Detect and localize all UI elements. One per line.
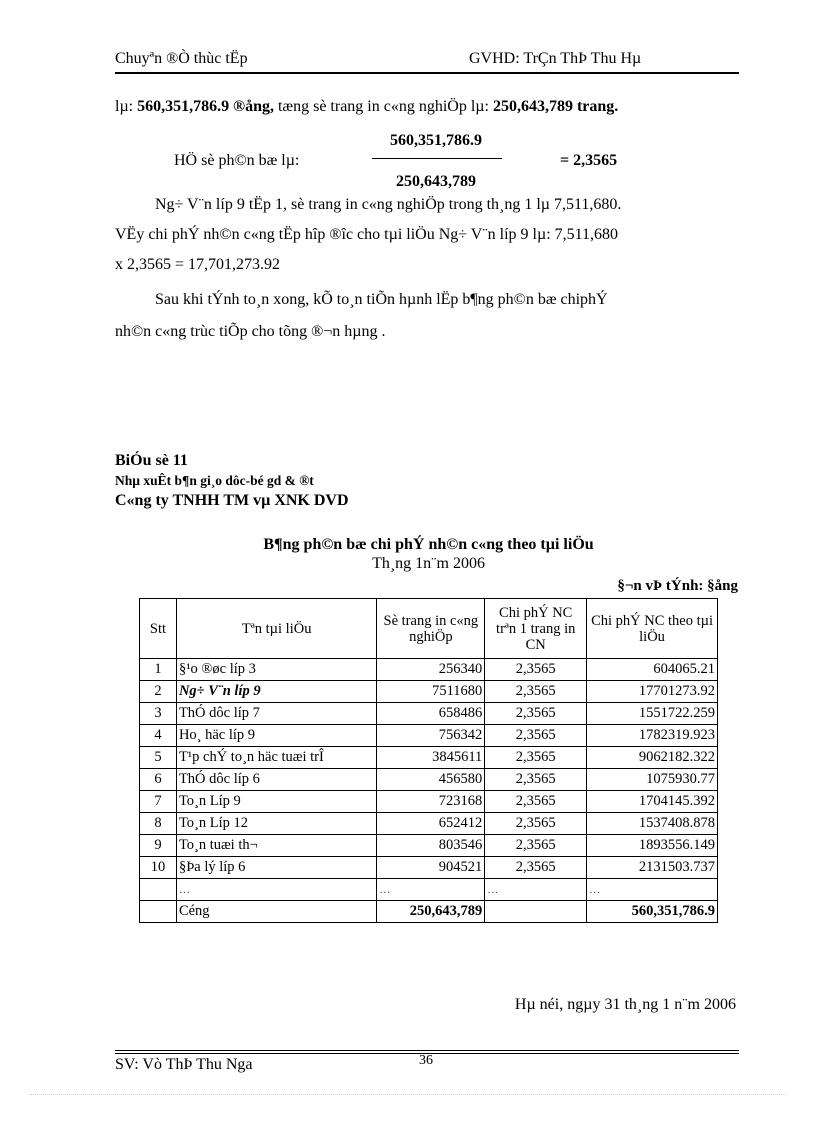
- page-number: 36: [419, 1053, 433, 1068]
- table-month: Th¸ng 1n¨m 2006: [372, 555, 485, 572]
- bieu-so: BiÓu sè 11: [115, 452, 188, 469]
- company: C«ng ty TNHH TM vµ XNK DVD: [115, 492, 349, 509]
- intro-line: lµ: 560,351,786.9 ®ång, tæng sè trang in c«ng nghiÖp lµ: 250,643,789 trang.: [115, 98, 619, 115]
- table-row: 10 §Þa lý líp 6 904521 2,3565 2131503.737: [140, 857, 718, 879]
- table-header-row: [140, 599, 718, 659]
- table-row: 8 To¸n Líp 12 652412 2,3565 1537408.878: [140, 813, 718, 835]
- table-row: 5 T¹p chÝ to¸n häc tuæi trÎ 3845611 2,3565 9062182.322: [140, 747, 718, 769]
- header-rule: [115, 72, 739, 74]
- unit-label: §¬n vÞ tÝnh: §ång: [617, 578, 738, 594]
- table-row: 9 To¸n tuæi th¬ 803546 2,3565 1893556.149: [140, 835, 718, 857]
- header-left: Chuyªn ®Ò thùc tËp: [115, 50, 248, 67]
- para1-line1: Ng÷ V¨n líp 9 tËp 1, sè trang in c«ng nghiÖp trong th¸ng 1 lµ 7,511,680.: [155, 196, 622, 213]
- table-row: 7 To¸n Líp 9 723168 2,3565 1704145.392: [140, 791, 718, 813]
- col-rate: Chi phÝ NC trªn 1 trang in CN: [485, 599, 587, 659]
- formula-result: = 2,3565: [560, 152, 618, 169]
- allocation-table: [139, 598, 718, 923]
- total-pages-cell: 250,643,789: [377, 901, 485, 923]
- footer-student: SV: Vò ThÞ Thu Nga: [115, 1056, 253, 1073]
- table-row: 6 ThÓ dôc líp 6 456580 2,3565 1075930.77: [140, 769, 718, 791]
- total-cost: 560,351,786.9 ®ång,: [137, 98, 274, 115]
- para2-line1: Sau khi tÝnh to¸n xong, kÕ to¸n tiÕn hµnh lËp b¶ng ph©n bæ chiphÝ: [155, 291, 608, 308]
- table-row: 4 Ho¸ häc líp 9 756342 2,3565 1782319.923: [140, 725, 718, 747]
- total-row: [140, 901, 718, 923]
- col-name: Tªn tµi liÖu: [176, 599, 376, 659]
- col-stt: Stt: [140, 599, 177, 659]
- table-row: 3 ThÓ dôc líp 7 658486 2,3565 1551722.259: [140, 703, 718, 725]
- total-label: Céng: [176, 901, 376, 923]
- footer-rule-top: [115, 1050, 739, 1051]
- table-row: 2 Ng÷ V¨n líp 9 7511680 2,3565 17701273.92: [140, 681, 718, 703]
- formula-denominator: 250,643,789: [396, 173, 476, 190]
- fraction-bar: [372, 158, 502, 159]
- para1-line2: VËy chi phÝ nh©n c«ng tËp hîp ®îc cho tµi liÖu Ng÷ V¨n líp 9 lµ: 7,511,680: [115, 226, 619, 243]
- publisher: Nhµ xuÊt b¶n gi¸o dôc-bé gd & ®t: [115, 473, 314, 488]
- header-right: GVHD: TrÇn ThÞ Thu Hµ: [469, 50, 642, 67]
- col-cost: Chi phÝ NC theo tµi liÖu: [587, 599, 718, 659]
- total-cost-cell: 560,351,786.9: [587, 901, 718, 923]
- formula-numerator: 560,351,786.9: [390, 132, 482, 149]
- signature-date: Hµ néi, ngµy 31 th¸ng 1 n¨m 2006: [514, 996, 736, 1013]
- ellipsis-row: … … … …: [140, 879, 718, 901]
- formula-label: HÖ sè ph©n bæ lµ:: [174, 152, 300, 169]
- para2-line2: nh©n c«ng trùc tiÕp cho tõng ®¬n hµng .: [115, 323, 386, 340]
- page-edge: [30, 1094, 786, 1095]
- para1-line3: x 2,3565 = 17,701,273.92: [115, 256, 281, 273]
- col-pages: Sè trang in c«ng nghiÖp: [377, 599, 485, 659]
- table-title: B¶ng ph©n bæ chi phÝ nh©n c«ng theo tµi liÖu: [263, 536, 594, 553]
- total-pages: 250,643,789 trang.: [492, 98, 619, 115]
- table-row: 1 §¹o ®øc líp 3 256340 2,3565 604065.21: [140, 659, 718, 681]
